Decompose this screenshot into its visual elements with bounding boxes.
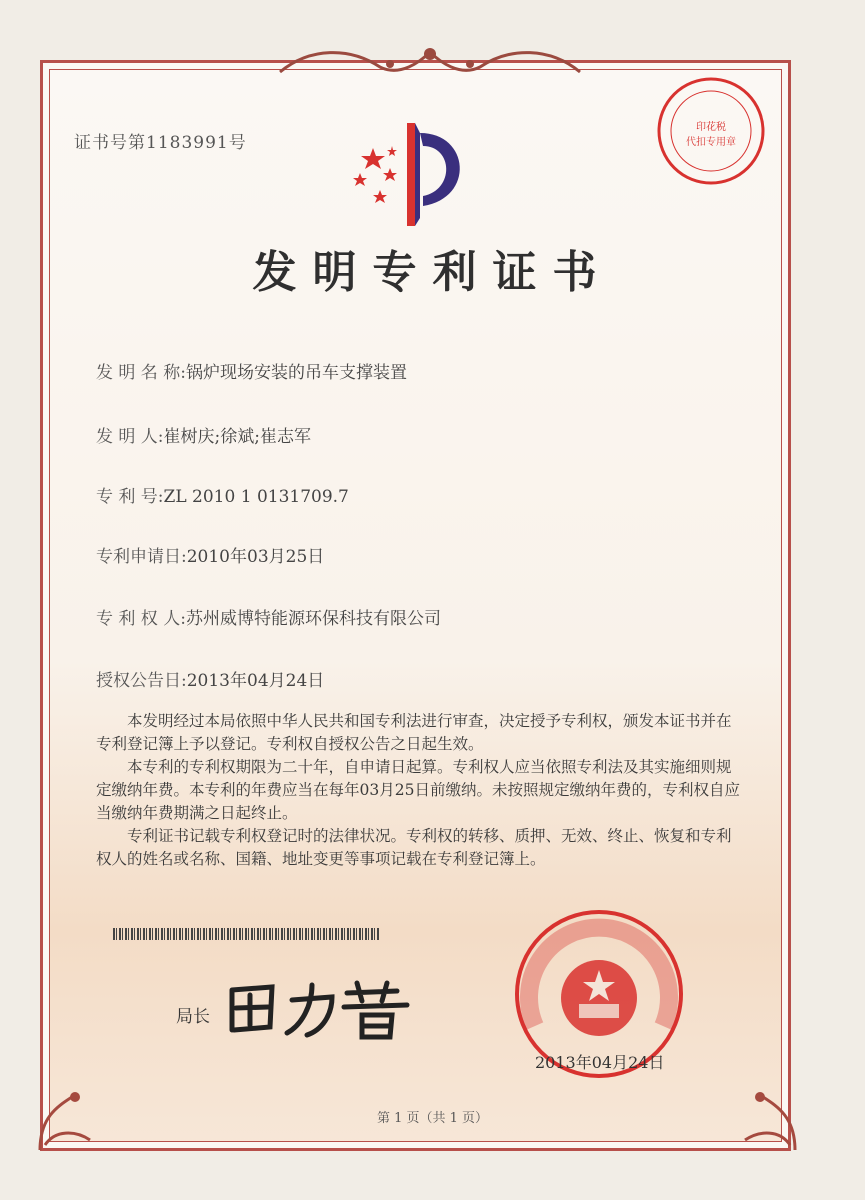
top-ornament xyxy=(270,42,590,82)
field-value: 2010年03月25日 xyxy=(186,547,325,567)
field-value: ZL 2010 1 0131709.7 xyxy=(163,487,349,507)
body-paragraph: 本发明经过本局依照中华人民共和国专利法进行审查，决定授予专利权，颁发本证书并在专利登记簿上予以登记。专利权自授权公告之日起生效。 xyxy=(96,712,732,753)
field-value: 崔树庆;徐斌;崔志军 xyxy=(163,427,312,447)
field-label: 发 明 名 称: xyxy=(96,363,186,383)
field-invention-name xyxy=(96,358,407,383)
certificate-title: 发明专利证书 xyxy=(252,247,613,298)
tax-stamp xyxy=(655,75,767,187)
page-number: 第 1 页（共 1 页） xyxy=(376,1111,489,1126)
field-patent-number xyxy=(96,482,349,507)
field-label: 专 利 权 人: xyxy=(96,609,186,629)
field-label: 授权公告日: xyxy=(96,671,187,691)
field-label: 发 明 人: xyxy=(96,427,164,447)
svg-text:代扣专用章: 代扣专用章 xyxy=(686,137,736,148)
director-signature xyxy=(222,975,422,1045)
field-label: 专 利 号: xyxy=(96,487,164,507)
body-paragraph: 本专利的专利权期限为二十年，自申请日起算。专利权人应当依照专利法及其实施细则规定缴纳年费。本专利的年费应当在每年03月25日前缴纳。未按照规定缴纳年费的，专利权自应当缴纳年费期满之日起终止。 xyxy=(96,758,740,822)
certificate-body xyxy=(96,710,746,871)
patent-office-logo xyxy=(345,118,485,228)
seal-date: 2013年04月24日 xyxy=(535,1053,665,1072)
director-label: 局长 xyxy=(176,1007,210,1027)
field-value: 锅炉现场安装的吊车支撑装置 xyxy=(185,363,407,383)
svg-text:印花税: 印花税 xyxy=(696,122,726,133)
body-paragraph: 专利证书记载专利权登记时的法律状况。专利权的转移、质押、无效、终止、恢复和专利权人的姓名或名称、国籍、地址变更等事项记载在专利登记簿上。 xyxy=(96,827,732,868)
field-inventor xyxy=(96,422,311,447)
field-value: 苏州威博特能源环保科技有限公司 xyxy=(185,609,441,629)
field-label: 专利申请日: xyxy=(96,547,187,567)
field-grant-date xyxy=(96,666,324,691)
field-value: 2013年04月24日 xyxy=(186,671,325,691)
field-patentee xyxy=(96,604,441,629)
field-application-date xyxy=(96,542,324,567)
certificate-number: 证书号第1183991号 xyxy=(74,133,247,153)
barcode xyxy=(113,928,380,940)
